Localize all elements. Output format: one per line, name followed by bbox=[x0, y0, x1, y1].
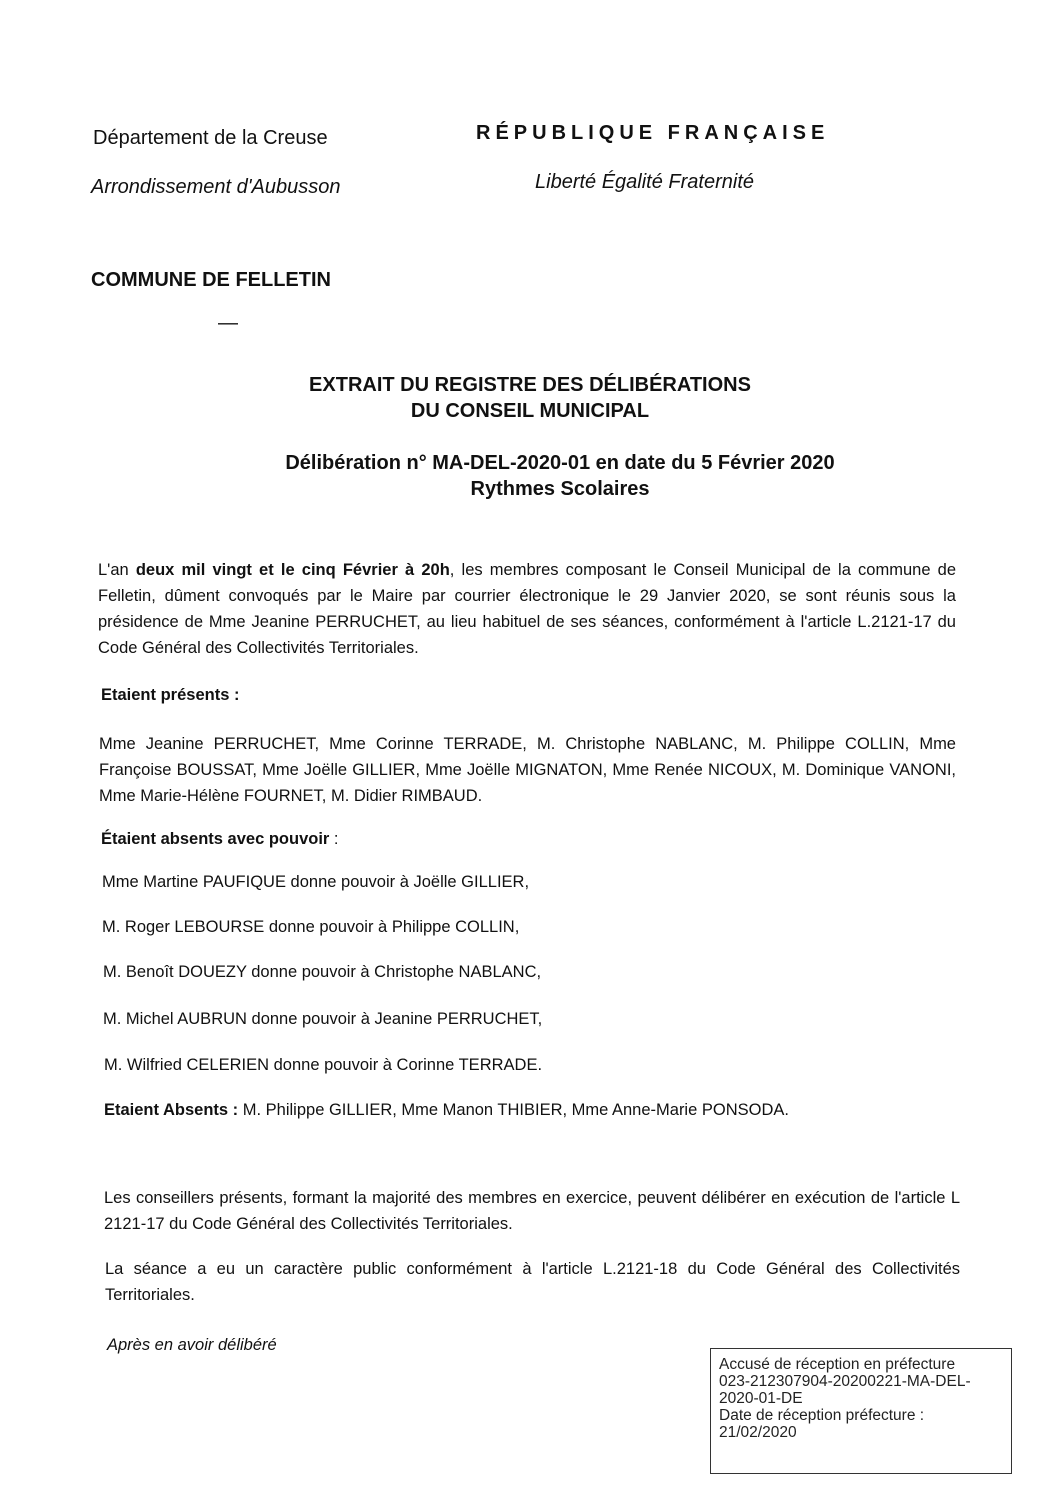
deliberation-objet: Rythmes Scolaires bbox=[470, 478, 650, 500]
absents-pouvoir-heading-text: Étaient absents avec pouvoir bbox=[101, 830, 330, 848]
pouvoir-item: M. Michel AUBRUN donne pouvoir à Jeanine PERRUCHET, bbox=[103, 1010, 543, 1028]
absents-pouvoir-colon: : bbox=[329, 830, 339, 848]
stamp-line: 2020-01-DE bbox=[719, 1390, 803, 1407]
stamp-line: 21/02/2020 bbox=[719, 1424, 797, 1441]
apres-deliberation: Après en avoir délibéré bbox=[107, 1336, 277, 1354]
republique-heading: RÉPUBLIQUE FRANÇAISE bbox=[476, 122, 830, 144]
stamp-line: 023-212307904-20200221-MA-DEL- bbox=[719, 1373, 971, 1390]
pouvoir-item: Mme Martine PAUFIQUE donne pouvoir à Joëlle GILLIER, bbox=[102, 873, 530, 891]
absents-pouvoir-heading bbox=[101, 830, 339, 849]
intro-paragraph bbox=[98, 557, 956, 661]
departement-label: Département de la Creuse bbox=[93, 127, 328, 149]
absents-line bbox=[104, 1101, 789, 1120]
stamp-line: Date de réception préfecture : bbox=[719, 1407, 925, 1424]
separator-dash: — bbox=[218, 312, 238, 334]
pouvoir-item: M. Wilfried CELERIEN donne pouvoir à Corinne TERRADE. bbox=[104, 1056, 543, 1074]
intro-date: deux mil vingt et le cinq Février à 20h bbox=[135, 561, 450, 579]
absents-list: M. Philippe GILLIER, Mme Manon THIBIER, Mme Anne-Marie PONSODA. bbox=[238, 1101, 789, 1119]
extrait-line-2: DU CONSEIL MUNICIPAL bbox=[410, 400, 650, 422]
seance-paragraph: La séance a eu un caractère public conformément à l'article L.2121-18 du Code Général des Collectivités Territoriales. bbox=[105, 1260, 960, 1304]
extrait-title bbox=[230, 372, 830, 424]
arrondissement-label: Arrondissement d'Aubusson bbox=[91, 176, 341, 198]
intro-prefix: L'an bbox=[98, 561, 136, 579]
presents-list: Mme Jeanine PERRUCHET, Mme Corinne TERRADE, M. Christophe NABLANC, M. Philippe COLLIN, Mme Françoise BOUSSAT, Mme Joëlle GILLIER, Mme Joëlle MIGNATON, Mme Renée NICOUX, M. Dominique VANONI, Mme Marie-Hélène FOURNET, M. Didier RIMBAUD. bbox=[99, 735, 956, 805]
deliberation-title bbox=[200, 450, 920, 502]
pouvoir-item: M. Roger LEBOURSE donne pouvoir à Philippe COLLIN, bbox=[102, 918, 520, 936]
pouvoir-item: M. Benoît DOUEZY donne pouvoir à Christophe NABLANC, bbox=[103, 963, 542, 981]
majorite-paragraph: Les conseillers présents, formant la majorité des membres en exercice, peuvent délibérer en exécution de l'article L 2121-17 du Code Général des Collectivités Territoriales. bbox=[104, 1189, 960, 1233]
intro-rest: , les membres composant le Conseil Municipal de la commune de Felletin, dûment convoqués par le Maire par courrier électronique le 29 Janvier 2020, se sont réunis sous la présidence de Mme Jeanine PERRUCHET, au lieu habituel de ses séances, conformément à l'article L.2121-17 du Code Général des Collectivités Territoriales. bbox=[98, 561, 957, 657]
stamp-line: Accusé de réception en préfecture bbox=[719, 1356, 956, 1373]
devise-label: Liberté Égalité Fraternité bbox=[535, 171, 755, 193]
deliberation-number: Délibération n° MA-DEL-2020-01 en date du 5 Février 2020 bbox=[285, 452, 835, 474]
prefecture-receipt-stamp bbox=[710, 1348, 1012, 1474]
commune-heading: COMMUNE DE FELLETIN bbox=[91, 269, 331, 291]
absents-heading: Etaient Absents : bbox=[104, 1101, 239, 1119]
presents-heading: Etaient présents : bbox=[101, 686, 240, 704]
extrait-line-1: EXTRAIT DU REGISTRE DES DÉLIBÉRATIONS bbox=[309, 374, 751, 396]
